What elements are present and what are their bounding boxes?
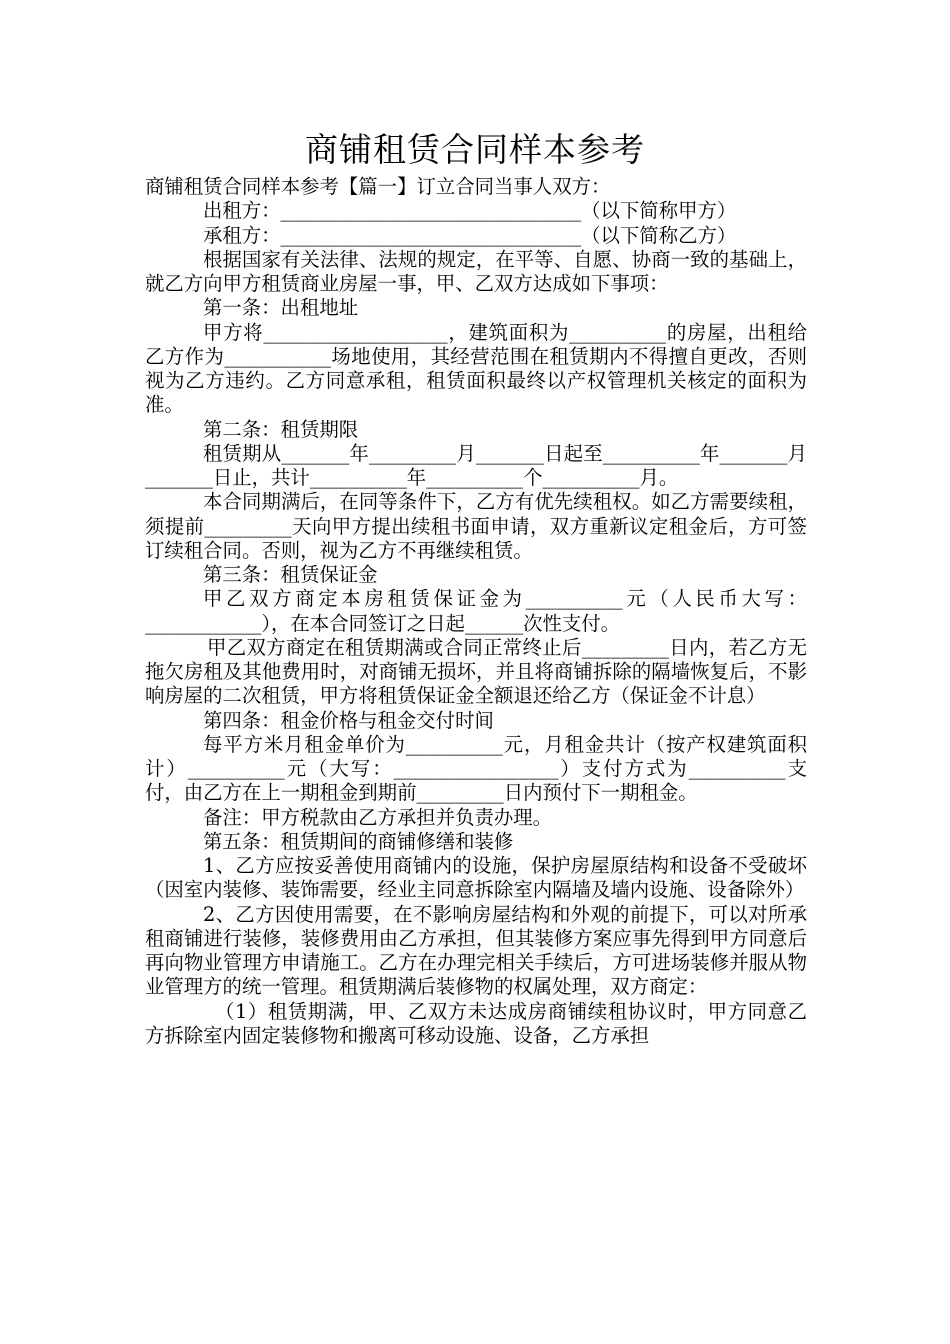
lessee-line: 承租方：_______________________________（以下简称乙方） — [203, 223, 737, 247]
article-3-heading: 第三条：租赁保证金 — [203, 563, 378, 586]
repair-subitem-1: （1）租赁期满，甲、乙双方未达成房商铺续租协议时，甲方同意乙方拆除室内固定装修物和搬离可移动设施、设备，乙方承担 — [145, 999, 807, 1047]
document-body — [145, 175, 807, 1048]
deposit-amount-paragraph: 甲乙双方商定本房租赁保证金为__________元（人民币大写：____________），在本合同签订之日起______次性支付。 — [145, 587, 807, 635]
article-1-paragraph: 甲方将___________________，建筑面积为__________的房屋，出租给乙方作为___________场地使用，其经营范围在租赁期内不得擅自更改，否则视为乙方违约。乙方同意承租，租赁面积最终以产权管理机关核定的面积为准。 — [145, 320, 807, 417]
lease-term-paragraph: 租赁期从_______年_________月_______日起至__________年_______月_______日止，共计__________年__________个__________月。 — [145, 441, 807, 489]
repair-item-1: 1、乙方应按妥善使用商铺内的设施，保护房屋原结构和设备不受破坏（因室内装修、装饰需要，经业主同意拆除室内隔墙及墙内设施、设备除外） — [145, 854, 807, 902]
preamble-paragraph: 根据国家有关法律、法规的规定，在平等、自愿、协商一致的基础上，就乙方向甲方租赁商业房屋一事，甲、乙双方达成如下事项： — [145, 247, 807, 295]
article-4-heading: 第四条：租金价格与租金交付时间 — [203, 708, 494, 732]
renewal-paragraph: 本合同期满后，在同等条件下，乙方有优先续租权。如乙方需要续租，须提前_________天向甲方提出续租书面申请，双方重新议定租金后，方可签订续租合同。否则，视为乙方不再继续租赁。 — [145, 490, 807, 562]
article-1-heading: 第一条：出租地址 — [203, 296, 359, 320]
remark-paragraph: 备注：甲方税款由乙方承担并负责办理。 — [203, 805, 553, 829]
intro-line: 商铺租赁合同样本参考【篇一】订立合同当事人双方： — [145, 175, 611, 198]
article-2-heading: 第二条：租赁期限 — [203, 417, 359, 441]
repair-item-2: 2、乙方因使用需要，在不影响房屋结构和外观的前提下，可以对所承租商铺进行装修，装修费用由乙方承担，但其装修方案应事先得到甲方同意后再向物业管理方申请施工。乙方在办理完相关手续后，方可进场装修并服从物业管理方的统一管理。租赁期满后装修物的权属处理，双方商定： — [145, 902, 807, 999]
document-title: 商铺租赁合同样本参考 — [305, 130, 645, 169]
article-5-heading: 第五条：租赁期间的商铺修缮和装修 — [203, 829, 514, 853]
deposit-refund-paragraph: 甲乙双方商定在租赁期满或合同正常终止后_________日内，若乙方无拖欠房租及其他费用时，对商铺无损坏，并且将商铺拆除的隔墙恢复后，不影响房屋的二次租赁，甲方将租赁保证金全额退还给乙方（保证金不计息） — [145, 635, 807, 708]
lessor-line: 出租方：_______________________________（以下简称甲方） — [203, 199, 737, 223]
rent-price-paragraph: 每平方米月租金单价为__________元，月租金共计（按产权建筑面积计）__________元（大写：_________________）支付方式为__________支付，由乙方在上一期租金到期前_________日内预付下一期租金。 — [145, 732, 807, 805]
